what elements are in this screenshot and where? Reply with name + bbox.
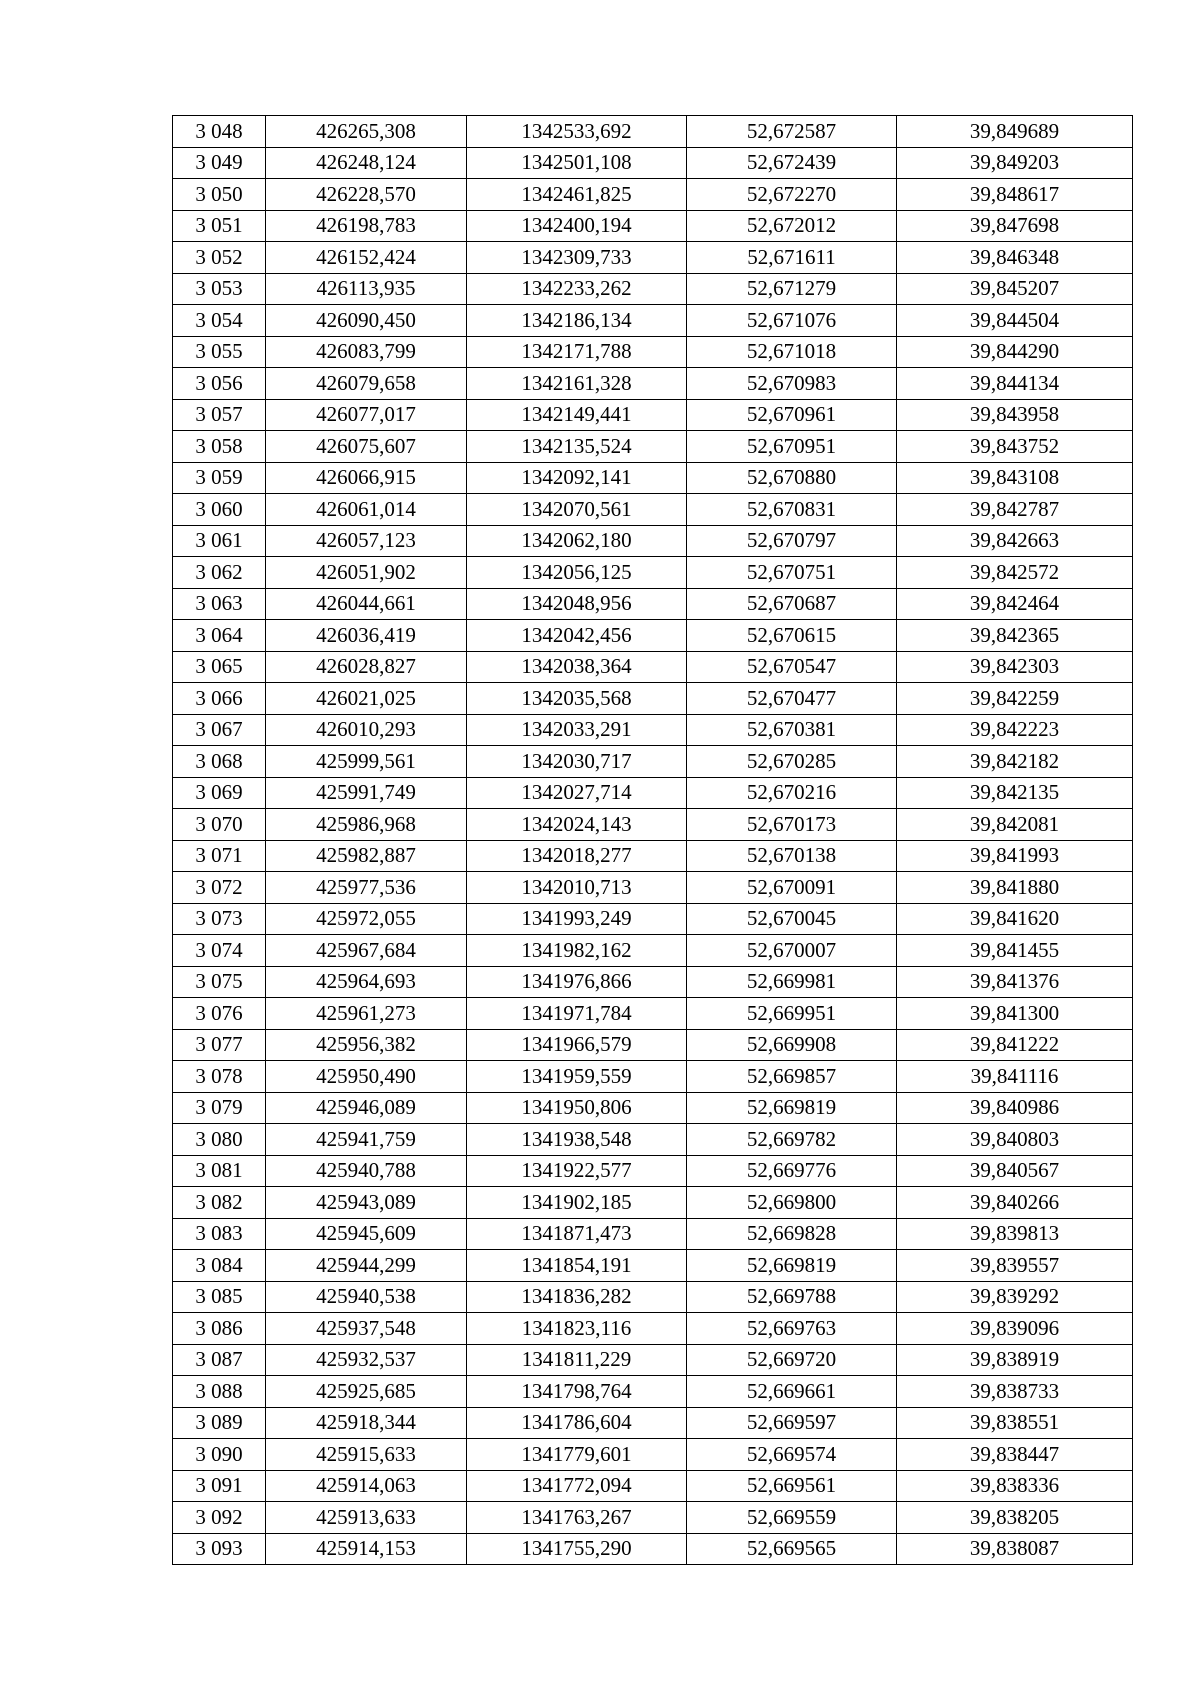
latitude-cell: 52,670547: [687, 651, 897, 683]
x-coordinate-cell: 425941,759: [266, 1124, 467, 1156]
point-number-cell: 3 065: [173, 651, 266, 683]
latitude-cell: 52,670138: [687, 840, 897, 872]
point-number-cell: 3 061: [173, 525, 266, 557]
table-row: [173, 242, 1133, 274]
table-row: [173, 746, 1133, 778]
x-coordinate-cell: 425913,633: [266, 1502, 467, 1534]
x-coordinate-cell: 425940,788: [266, 1155, 467, 1187]
point-number-cell: 3 064: [173, 620, 266, 652]
longitude-cell: 39,842365: [897, 620, 1133, 652]
longitude-cell: 39,839292: [897, 1281, 1133, 1313]
y-coordinate-cell: 1341811,229: [467, 1344, 687, 1376]
point-number-cell: 3 069: [173, 777, 266, 809]
x-coordinate-cell: 426198,783: [266, 210, 467, 242]
point-number-cell: 3 054: [173, 305, 266, 337]
point-number-cell: 3 088: [173, 1376, 266, 1408]
y-coordinate-cell: 1342461,825: [467, 179, 687, 211]
table-row: [173, 1218, 1133, 1250]
y-coordinate-cell: 1341959,559: [467, 1061, 687, 1093]
x-coordinate-cell: 425940,538: [266, 1281, 467, 1313]
latitude-cell: 52,669828: [687, 1218, 897, 1250]
y-coordinate-cell: 1342171,788: [467, 336, 687, 368]
y-coordinate-cell: 1342024,143: [467, 809, 687, 841]
longitude-cell: 39,848617: [897, 179, 1133, 211]
table-row: [173, 620, 1133, 652]
latitude-cell: 52,672439: [687, 147, 897, 179]
point-number-cell: 3 080: [173, 1124, 266, 1156]
y-coordinate-cell: 1341871,473: [467, 1218, 687, 1250]
latitude-cell: 52,670797: [687, 525, 897, 557]
y-coordinate-cell: 1341950,806: [467, 1092, 687, 1124]
longitude-cell: 39,842223: [897, 714, 1133, 746]
longitude-cell: 39,842135: [897, 777, 1133, 809]
longitude-cell: 39,841300: [897, 998, 1133, 1030]
x-coordinate-cell: 426090,450: [266, 305, 467, 337]
x-coordinate-cell: 426228,570: [266, 179, 467, 211]
longitude-cell: 39,841993: [897, 840, 1133, 872]
longitude-cell: 39,842663: [897, 525, 1133, 557]
table-row: [173, 210, 1133, 242]
latitude-cell: 52,669951: [687, 998, 897, 1030]
y-coordinate-cell: 1342035,568: [467, 683, 687, 715]
table-row: [173, 179, 1133, 211]
x-coordinate-cell: 425961,273: [266, 998, 467, 1030]
table-row: [173, 1029, 1133, 1061]
point-number-cell: 3 051: [173, 210, 266, 242]
table-row: [173, 1376, 1133, 1408]
longitude-cell: 39,843958: [897, 399, 1133, 431]
x-coordinate-cell: 426152,424: [266, 242, 467, 274]
table-row: [173, 777, 1133, 809]
y-coordinate-cell: 1342400,194: [467, 210, 687, 242]
latitude-cell: 52,670687: [687, 588, 897, 620]
latitude-cell: 52,669565: [687, 1533, 897, 1565]
longitude-cell: 39,841620: [897, 903, 1133, 935]
y-coordinate-cell: 1342070,561: [467, 494, 687, 526]
table-row: [173, 1281, 1133, 1313]
latitude-cell: 52,670880: [687, 462, 897, 494]
x-coordinate-cell: 426079,658: [266, 368, 467, 400]
x-coordinate-cell: 426113,935: [266, 273, 467, 305]
longitude-cell: 39,841116: [897, 1061, 1133, 1093]
y-coordinate-cell: 1342033,291: [467, 714, 687, 746]
y-coordinate-cell: 1341966,579: [467, 1029, 687, 1061]
table-row: [173, 1250, 1133, 1282]
latitude-cell: 52,669720: [687, 1344, 897, 1376]
longitude-cell: 39,849689: [897, 116, 1133, 148]
longitude-cell: 39,838919: [897, 1344, 1133, 1376]
coordinates-table: [172, 115, 1133, 1565]
y-coordinate-cell: 1342135,524: [467, 431, 687, 463]
x-coordinate-cell: 425956,382: [266, 1029, 467, 1061]
longitude-cell: 39,842081: [897, 809, 1133, 841]
y-coordinate-cell: 1342030,717: [467, 746, 687, 778]
y-coordinate-cell: 1342309,733: [467, 242, 687, 274]
table-row: [173, 1313, 1133, 1345]
x-coordinate-cell: 425972,055: [266, 903, 467, 935]
longitude-cell: 39,840266: [897, 1187, 1133, 1219]
x-coordinate-cell: 425967,684: [266, 935, 467, 967]
y-coordinate-cell: 1341786,604: [467, 1407, 687, 1439]
longitude-cell: 39,841880: [897, 872, 1133, 904]
x-coordinate-cell: 425915,633: [266, 1439, 467, 1471]
latitude-cell: 52,672270: [687, 179, 897, 211]
table-row: [173, 872, 1133, 904]
point-number-cell: 3 071: [173, 840, 266, 872]
x-coordinate-cell: 426036,419: [266, 620, 467, 652]
latitude-cell: 52,669597: [687, 1407, 897, 1439]
y-coordinate-cell: 1341971,784: [467, 998, 687, 1030]
x-coordinate-cell: 425918,344: [266, 1407, 467, 1439]
longitude-cell: 39,844504: [897, 305, 1133, 337]
x-coordinate-cell: 425932,537: [266, 1344, 467, 1376]
table-row: [173, 966, 1133, 998]
x-coordinate-cell: 425982,887: [266, 840, 467, 872]
y-coordinate-cell: 1342092,141: [467, 462, 687, 494]
longitude-cell: 39,838205: [897, 1502, 1133, 1534]
point-number-cell: 3 050: [173, 179, 266, 211]
x-coordinate-cell: 426010,293: [266, 714, 467, 746]
longitude-cell: 39,841222: [897, 1029, 1133, 1061]
longitude-cell: 39,838447: [897, 1439, 1133, 1471]
point-number-cell: 3 083: [173, 1218, 266, 1250]
point-number-cell: 3 092: [173, 1502, 266, 1534]
y-coordinate-cell: 1341798,764: [467, 1376, 687, 1408]
longitude-cell: 39,842572: [897, 557, 1133, 589]
longitude-cell: 39,846348: [897, 242, 1133, 274]
x-coordinate-cell: 425943,089: [266, 1187, 467, 1219]
longitude-cell: 39,845207: [897, 273, 1133, 305]
y-coordinate-cell: 1341836,282: [467, 1281, 687, 1313]
table-row: [173, 462, 1133, 494]
table-row: [173, 1502, 1133, 1534]
latitude-cell: 52,671018: [687, 336, 897, 368]
x-coordinate-cell: 425986,968: [266, 809, 467, 841]
longitude-cell: 39,843108: [897, 462, 1133, 494]
point-number-cell: 3 078: [173, 1061, 266, 1093]
point-number-cell: 3 052: [173, 242, 266, 274]
table-row: [173, 431, 1133, 463]
longitude-cell: 39,842303: [897, 651, 1133, 683]
x-coordinate-cell: 425944,299: [266, 1250, 467, 1282]
point-number-cell: 3 091: [173, 1470, 266, 1502]
y-coordinate-cell: 1341938,548: [467, 1124, 687, 1156]
point-number-cell: 3 056: [173, 368, 266, 400]
table-row: [173, 998, 1133, 1030]
x-coordinate-cell: 425945,609: [266, 1218, 467, 1250]
x-coordinate-cell: 425914,063: [266, 1470, 467, 1502]
table-row: [173, 116, 1133, 148]
latitude-cell: 52,669788: [687, 1281, 897, 1313]
point-number-cell: 3 089: [173, 1407, 266, 1439]
point-number-cell: 3 086: [173, 1313, 266, 1345]
y-coordinate-cell: 1342018,277: [467, 840, 687, 872]
point-number-cell: 3 059: [173, 462, 266, 494]
point-number-cell: 3 048: [173, 116, 266, 148]
longitude-cell: 39,844290: [897, 336, 1133, 368]
latitude-cell: 52,672587: [687, 116, 897, 148]
longitude-cell: 39,841455: [897, 935, 1133, 967]
y-coordinate-cell: 1342233,262: [467, 273, 687, 305]
latitude-cell: 52,670045: [687, 903, 897, 935]
longitude-cell: 39,844134: [897, 368, 1133, 400]
latitude-cell: 52,669559: [687, 1502, 897, 1534]
table-row: [173, 1470, 1133, 1502]
point-number-cell: 3 049: [173, 147, 266, 179]
latitude-cell: 52,670983: [687, 368, 897, 400]
point-number-cell: 3 060: [173, 494, 266, 526]
coordinates-table-body: [173, 116, 1133, 1565]
longitude-cell: 39,838551: [897, 1407, 1133, 1439]
latitude-cell: 52,670477: [687, 683, 897, 715]
latitude-cell: 52,669908: [687, 1029, 897, 1061]
latitude-cell: 52,670831: [687, 494, 897, 526]
y-coordinate-cell: 1341779,601: [467, 1439, 687, 1471]
y-coordinate-cell: 1341993,249: [467, 903, 687, 935]
latitude-cell: 52,669819: [687, 1250, 897, 1282]
point-number-cell: 3 079: [173, 1092, 266, 1124]
longitude-cell: 39,839096: [897, 1313, 1133, 1345]
x-coordinate-cell: 426051,902: [266, 557, 467, 589]
y-coordinate-cell: 1342501,108: [467, 147, 687, 179]
latitude-cell: 52,670091: [687, 872, 897, 904]
y-coordinate-cell: 1341823,116: [467, 1313, 687, 1345]
table-row: [173, 336, 1133, 368]
y-coordinate-cell: 1341976,866: [467, 966, 687, 998]
point-number-cell: 3 075: [173, 966, 266, 998]
point-number-cell: 3 053: [173, 273, 266, 305]
y-coordinate-cell: 1342010,713: [467, 872, 687, 904]
x-coordinate-cell: 426028,827: [266, 651, 467, 683]
table-row: [173, 525, 1133, 557]
x-coordinate-cell: 425914,153: [266, 1533, 467, 1565]
point-number-cell: 3 068: [173, 746, 266, 778]
y-coordinate-cell: 1341982,162: [467, 935, 687, 967]
point-number-cell: 3 067: [173, 714, 266, 746]
x-coordinate-cell: 425964,693: [266, 966, 467, 998]
y-coordinate-cell: 1342533,692: [467, 116, 687, 148]
table-row: [173, 1092, 1133, 1124]
table-row: [173, 840, 1133, 872]
x-coordinate-cell: 425937,548: [266, 1313, 467, 1345]
latitude-cell: 52,670951: [687, 431, 897, 463]
table-row: [173, 651, 1133, 683]
latitude-cell: 52,669763: [687, 1313, 897, 1345]
latitude-cell: 52,671611: [687, 242, 897, 274]
latitude-cell: 52,670007: [687, 935, 897, 967]
table-row: [173, 1187, 1133, 1219]
point-number-cell: 3 076: [173, 998, 266, 1030]
longitude-cell: 39,838336: [897, 1470, 1133, 1502]
latitude-cell: 52,669819: [687, 1092, 897, 1124]
y-coordinate-cell: 1341854,191: [467, 1250, 687, 1282]
point-number-cell: 3 074: [173, 935, 266, 967]
point-number-cell: 3 062: [173, 557, 266, 589]
longitude-cell: 39,839813: [897, 1218, 1133, 1250]
y-coordinate-cell: 1342027,714: [467, 777, 687, 809]
x-coordinate-cell: 426075,607: [266, 431, 467, 463]
longitude-cell: 39,838733: [897, 1376, 1133, 1408]
table-row: [173, 1407, 1133, 1439]
table-row: [173, 1533, 1133, 1565]
x-coordinate-cell: 425950,490: [266, 1061, 467, 1093]
point-number-cell: 3 070: [173, 809, 266, 841]
y-coordinate-cell: 1342062,180: [467, 525, 687, 557]
latitude-cell: 52,671279: [687, 273, 897, 305]
latitude-cell: 52,669561: [687, 1470, 897, 1502]
latitude-cell: 52,669782: [687, 1124, 897, 1156]
point-number-cell: 3 058: [173, 431, 266, 463]
table-row: [173, 305, 1133, 337]
latitude-cell: 52,670381: [687, 714, 897, 746]
table-row: [173, 1061, 1133, 1093]
longitude-cell: 39,842182: [897, 746, 1133, 778]
point-number-cell: 3 055: [173, 336, 266, 368]
table-row: [173, 368, 1133, 400]
latitude-cell: 52,670751: [687, 557, 897, 589]
latitude-cell: 52,669800: [687, 1187, 897, 1219]
point-number-cell: 3 090: [173, 1439, 266, 1471]
latitude-cell: 52,669574: [687, 1439, 897, 1471]
x-coordinate-cell: 425999,561: [266, 746, 467, 778]
table-row: [173, 935, 1133, 967]
point-number-cell: 3 082: [173, 1187, 266, 1219]
table-row: [173, 903, 1133, 935]
table-row: [173, 588, 1133, 620]
y-coordinate-cell: 1341922,577: [467, 1155, 687, 1187]
point-number-cell: 3 073: [173, 903, 266, 935]
point-number-cell: 3 081: [173, 1155, 266, 1187]
longitude-cell: 39,842259: [897, 683, 1133, 715]
latitude-cell: 52,669857: [687, 1061, 897, 1093]
y-coordinate-cell: 1342056,125: [467, 557, 687, 589]
x-coordinate-cell: 426021,025: [266, 683, 467, 715]
latitude-cell: 52,670173: [687, 809, 897, 841]
x-coordinate-cell: 426083,799: [266, 336, 467, 368]
x-coordinate-cell: 426044,661: [266, 588, 467, 620]
y-coordinate-cell: 1342038,364: [467, 651, 687, 683]
latitude-cell: 52,670615: [687, 620, 897, 652]
x-coordinate-cell: 426066,915: [266, 462, 467, 494]
y-coordinate-cell: 1342042,456: [467, 620, 687, 652]
longitude-cell: 39,838087: [897, 1533, 1133, 1565]
point-number-cell: 3 093: [173, 1533, 266, 1565]
x-coordinate-cell: 426077,017: [266, 399, 467, 431]
x-coordinate-cell: 426057,123: [266, 525, 467, 557]
latitude-cell: 52,669776: [687, 1155, 897, 1187]
table-row: [173, 494, 1133, 526]
longitude-cell: 39,840803: [897, 1124, 1133, 1156]
y-coordinate-cell: 1341763,267: [467, 1502, 687, 1534]
latitude-cell: 52,670961: [687, 399, 897, 431]
y-coordinate-cell: 1342186,134: [467, 305, 687, 337]
longitude-cell: 39,842787: [897, 494, 1133, 526]
table-row: [173, 399, 1133, 431]
x-coordinate-cell: 425991,749: [266, 777, 467, 809]
table-row: [173, 147, 1133, 179]
table-row: [173, 557, 1133, 589]
latitude-cell: 52,670216: [687, 777, 897, 809]
x-coordinate-cell: 426061,014: [266, 494, 467, 526]
x-coordinate-cell: 425946,089: [266, 1092, 467, 1124]
point-number-cell: 3 072: [173, 872, 266, 904]
latitude-cell: 52,670285: [687, 746, 897, 778]
longitude-cell: 39,840986: [897, 1092, 1133, 1124]
table-row: [173, 1155, 1133, 1187]
longitude-cell: 39,849203: [897, 147, 1133, 179]
table-row: [173, 1344, 1133, 1376]
point-number-cell: 3 085: [173, 1281, 266, 1313]
table-row: [173, 1439, 1133, 1471]
table-row: [173, 683, 1133, 715]
latitude-cell: 52,669661: [687, 1376, 897, 1408]
point-number-cell: 3 066: [173, 683, 266, 715]
point-number-cell: 3 063: [173, 588, 266, 620]
point-number-cell: 3 087: [173, 1344, 266, 1376]
y-coordinate-cell: 1342149,441: [467, 399, 687, 431]
y-coordinate-cell: 1341772,094: [467, 1470, 687, 1502]
point-number-cell: 3 084: [173, 1250, 266, 1282]
point-number-cell: 3 077: [173, 1029, 266, 1061]
x-coordinate-cell: 425977,536: [266, 872, 467, 904]
table-row: [173, 714, 1133, 746]
point-number-cell: 3 057: [173, 399, 266, 431]
longitude-cell: 39,839557: [897, 1250, 1133, 1282]
y-coordinate-cell: 1341755,290: [467, 1533, 687, 1565]
y-coordinate-cell: 1341902,185: [467, 1187, 687, 1219]
longitude-cell: 39,841376: [897, 966, 1133, 998]
longitude-cell: 39,847698: [897, 210, 1133, 242]
latitude-cell: 52,672012: [687, 210, 897, 242]
longitude-cell: 39,842464: [897, 588, 1133, 620]
x-coordinate-cell: 425925,685: [266, 1376, 467, 1408]
y-coordinate-cell: 1342161,328: [467, 368, 687, 400]
y-coordinate-cell: 1342048,956: [467, 588, 687, 620]
latitude-cell: 52,671076: [687, 305, 897, 337]
table-row: [173, 273, 1133, 305]
latitude-cell: 52,669981: [687, 966, 897, 998]
longitude-cell: 39,840567: [897, 1155, 1133, 1187]
table-row: [173, 1124, 1133, 1156]
table-row: [173, 809, 1133, 841]
x-coordinate-cell: 426265,308: [266, 116, 467, 148]
longitude-cell: 39,843752: [897, 431, 1133, 463]
x-coordinate-cell: 426248,124: [266, 147, 467, 179]
